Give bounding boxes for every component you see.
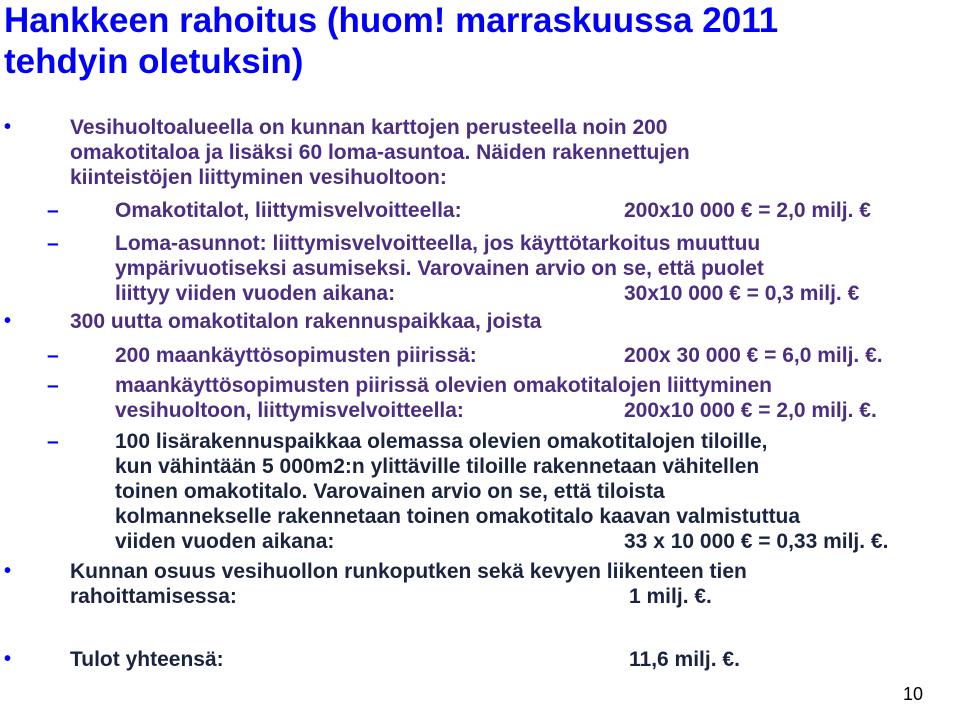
item-label: Omakotitalot, liittymisvelvoitteella:: [115, 199, 462, 222]
item-value: 1 milj. €.: [629, 585, 712, 608]
item-value: 33 x 10 000 € = 0,33 milj. €.: [624, 530, 889, 553]
item-label: rahoittamisessa:: [70, 585, 237, 608]
item-label: 200 maankäyttösopimusten piirissä:: [115, 344, 477, 367]
dash-item-loma-asunnot: [47, 231, 947, 306]
bullet-marker: •: [4, 648, 12, 670]
bullet-item-rakennuspaikat: [4, 309, 954, 334]
text-line: Vesihuoltoalueella on kunnan karttojen perusteella noin 200: [70, 116, 668, 139]
text-line: toinen omakotitalo. Varovainen arvio on se, että tiloista: [115, 480, 665, 503]
item-label: Tulot yhteensä:: [70, 648, 224, 671]
dash-marker: –: [47, 199, 59, 222]
dash-item-maankayttosopimus: [47, 343, 947, 368]
dash-marker: –: [47, 430, 59, 453]
item-value: 200x 30 000 € = 6,0 milj. €.: [624, 344, 883, 367]
bullet-item-kunnan-osuus: [4, 559, 954, 609]
dash-item-omakotitalot: [47, 198, 947, 223]
title-line-1: Hankkeen rahoitus (huom! marraskuussa 2011: [4, 1, 779, 40]
text-line: omakotitaloa ja lisäksi 60 loma-asuntoa. Näiden rakennettujen: [70, 141, 690, 164]
text-line: 300 uutta omakotitalon rakennuspaikkaa, joista: [70, 310, 542, 333]
text-line: ympärivuotiseksi asumiseksi. Varovainen arvio on se, että puolet: [115, 257, 764, 280]
text-line: 100 lisärakennuspaikkaa olemassa olevien omakotitalojen tiloille,: [115, 430, 768, 453]
bullet-marker: •: [4, 116, 12, 138]
dash-marker: –: [47, 344, 59, 367]
bullet-item-tulot-yhteensa: [4, 647, 954, 672]
text-line: kolmannekselle rakennetaan toinen omakotitalo kaavan valmistuttua: [115, 505, 801, 528]
item-value: 200x10 000 € = 2,0 milj. €: [624, 199, 871, 222]
bullet-marker: •: [4, 310, 12, 332]
dash-item-liittyminen: [47, 373, 947, 423]
dash-item-lisarakennuspaikat: [47, 429, 957, 554]
page-number: 10: [903, 684, 924, 704]
bullet-marker: •: [4, 560, 12, 582]
text-line: kun vähintään 5 000m2:n ylittäville tiloille rakennetaan vähitellen: [115, 455, 760, 478]
dash-marker: –: [47, 374, 59, 397]
item-label: viiden vuoden aikana:: [115, 530, 335, 553]
item-label: liittyy viiden vuoden aikana:: [115, 282, 396, 305]
dash-marker: –: [47, 232, 59, 255]
item-value: 11,6 milj. €.: [629, 648, 740, 671]
text-line: kiinteistöjen liittyminen vesihuoltoon:: [70, 166, 447, 189]
item-value: 30x10 000 € = 0,3 milj. €: [624, 282, 860, 305]
title-line-2: tehdyin oletuksin): [4, 42, 304, 81]
item-value: 200x10 000 € = 2,0 milj. €.: [624, 399, 877, 422]
text-line: Kunnan osuus vesihuollon runkoputken sekä kevyen liikenteen tien: [70, 560, 747, 583]
text-line: maankäyttösopimusten piirissä olevien omakotitalojen liittyminen: [115, 374, 772, 397]
slide-title: [4, 0, 954, 82]
text-line: Loma-asunnot: liittymisvelvoitteella, jos käyttötarkoitus muuttuu: [115, 232, 761, 255]
item-label: vesihuoltoon, liittymisvelvoitteella:: [115, 399, 464, 422]
bullet-item-vesihuoltoalue: [4, 115, 954, 190]
